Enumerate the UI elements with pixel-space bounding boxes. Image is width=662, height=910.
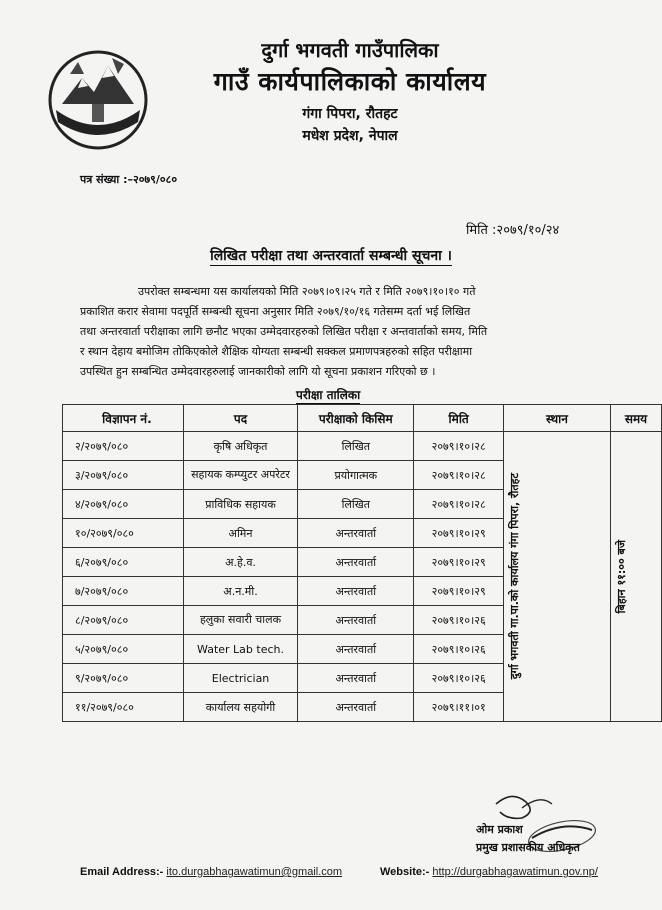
letter-reference: पत्र संख्या :–२०७९/०८० <box>80 173 178 186</box>
cell-post: अ.न.मी. <box>183 577 297 606</box>
cell-post: अ.हे.व. <box>183 548 297 577</box>
cell-exam-type: अन्तरवार्ता <box>298 577 414 606</box>
col-header-time: समय <box>610 405 661 432</box>
footer-email <box>80 866 342 878</box>
cell-post: कृषि अधिकृत <box>183 432 297 461</box>
cell-post: सहायक कम्प्युटर अपरेटर <box>183 461 297 490</box>
cell-date: २०७९।१०।२६ <box>414 664 504 693</box>
cell-post: प्राविधिक सहायक <box>183 490 297 519</box>
col-header-ad-no: विज्ञापन नं. <box>63 405 184 432</box>
cell-date: २०७९।१०।२९ <box>414 548 504 577</box>
cell-date: २०७९।१०।२६ <box>414 606 504 635</box>
footer-website <box>380 866 598 878</box>
col-header-venue: स्थान <box>503 405 610 432</box>
municipality-name: दुर्गा भगवती गाउँपालिका <box>261 38 439 62</box>
signatory-title: प्रमुख प्रशासकीय अधिकृत <box>476 841 580 854</box>
body-line: तथा अन्तरवार्ता परीक्षाका लागि छनौट भएका उम्मेदवारहरुको लिखित परीक्षा र अन्तवार्ताको समय, मिति <box>80 325 488 338</box>
cell-date: २०७९।११।०१ <box>414 693 504 722</box>
time-text: बिहान ११:०० बजे <box>614 539 628 614</box>
col-header-post: पद <box>183 405 297 432</box>
col-header-exam-type: परीक्षाको किसिम <box>298 405 414 432</box>
cell-time <box>610 432 661 722</box>
cell-exam-type: अन्तरवार्ता <box>298 606 414 635</box>
table-header-row <box>63 405 662 432</box>
venue-text: दुर्गा भगवती गा.पा.को कार्यालय गंगा पिपरा, रौतहट <box>507 473 521 680</box>
cell-ad-no: २/२०७९/०८० <box>63 432 184 461</box>
cell-date: २०७९।१०।२९ <box>414 577 504 606</box>
body-line: उपस्थित हुन सम्बन्धित उम्मेदवारहरुलाई जानकारीको लागि यो सूचना प्रकाशन गरिएको छ । <box>80 365 436 378</box>
cell-ad-no: ४/२०७९/०८० <box>63 490 184 519</box>
province-country: मधेश प्रदेश, नेपाल <box>302 128 398 144</box>
email-link[interactable]: ito.durgabhagawatimun@gmail.com <box>166 866 343 878</box>
website-link[interactable]: http://durgabhagawatimun.gov.np/ <box>432 866 598 878</box>
website-label: Website:- <box>380 866 430 878</box>
cell-date: २०७९।१०।२८ <box>414 432 504 461</box>
cell-exam-type: प्रयोगात्मक <box>298 461 414 490</box>
body-line: उपरोक्त सम्बन्धमा यस कार्यालयको मिति २०७९।०९।२५ गते र मिति २०७९।१०।१० गते <box>138 285 476 298</box>
cell-date: २०७९।१०।२८ <box>414 490 504 519</box>
office-name: गाउँ कार्यपालिकाको कार्यालय <box>213 67 487 96</box>
body-line: र स्थान देहाय बमोजिम तोकिएकोले शैक्षिक योग्यता सम्बन्धी सक्कल प्रमाणपत्रहरुको सहित परीक्षामा <box>80 345 473 358</box>
table-title: परीक्षा तालिका <box>296 388 361 402</box>
cell-exam-type: लिखित <box>298 432 414 461</box>
cell-exam-type: लिखित <box>298 490 414 519</box>
exam-schedule-table <box>62 404 662 722</box>
cell-date: २०७९।१०।२६ <box>414 635 504 664</box>
subject-text: लिखित परीक्षा तथा अन्तरवार्ता सम्बन्धी सूचना । <box>210 248 452 264</box>
cell-ad-no: ८/२०७९/०८० <box>63 606 184 635</box>
cell-exam-type: अन्तरवार्ता <box>298 548 414 577</box>
cell-exam-type: अन्तरवार्ता <box>298 693 414 722</box>
cell-ad-no: ३/२०७९/०८० <box>63 461 184 490</box>
cell-ad-no: ५/२०७९/०८० <box>63 635 184 664</box>
notice-subject <box>0 246 662 265</box>
cell-exam-type: अन्तरवार्ता <box>298 519 414 548</box>
cell-exam-type: अन्तरवार्ता <box>298 664 414 693</box>
cell-venue <box>503 432 610 722</box>
table-row <box>63 432 662 461</box>
cell-ad-no: ९/२०७९/०८० <box>63 664 184 693</box>
cell-ad-no: ६/२०७९/०८० <box>63 548 184 577</box>
signatory-name: ओम प्रकाश <box>476 823 523 836</box>
cell-post: Electrician <box>183 664 297 693</box>
email-label: Email Address:- <box>80 866 164 878</box>
cell-date: २०७९।१०।२९ <box>414 519 504 548</box>
cell-post: Water Lab tech. <box>183 635 297 664</box>
notice-date: मिति :२०७९/१०/२४ <box>466 223 560 238</box>
col-header-date: मिति <box>414 405 504 432</box>
cell-date: २०७९।१०।२८ <box>414 461 504 490</box>
cell-post: अमिन <box>183 519 297 548</box>
office-address: गंगा पिपरा, रौतहट <box>302 106 398 122</box>
cell-post: हलुका सवारी चालक <box>183 606 297 635</box>
nepal-emblem-icon <box>42 44 154 152</box>
cell-ad-no: ७/२०७९/०८० <box>63 577 184 606</box>
cell-post: कार्यालय सहयोगी <box>183 693 297 722</box>
cell-ad-no: ११/२०७९/०८० <box>63 693 184 722</box>
cell-exam-type: अन्तरवार्ता <box>298 635 414 664</box>
body-line: प्रकाशित करार सेवामा पदपूर्ति सम्बन्धी सूचना अनुसार मिति २०७९/१०/१६ गतेसम्म दर्ता भई लिखित <box>80 305 471 318</box>
cell-ad-no: १०/२०७९/०८० <box>63 519 184 548</box>
notice-body <box>80 282 600 382</box>
